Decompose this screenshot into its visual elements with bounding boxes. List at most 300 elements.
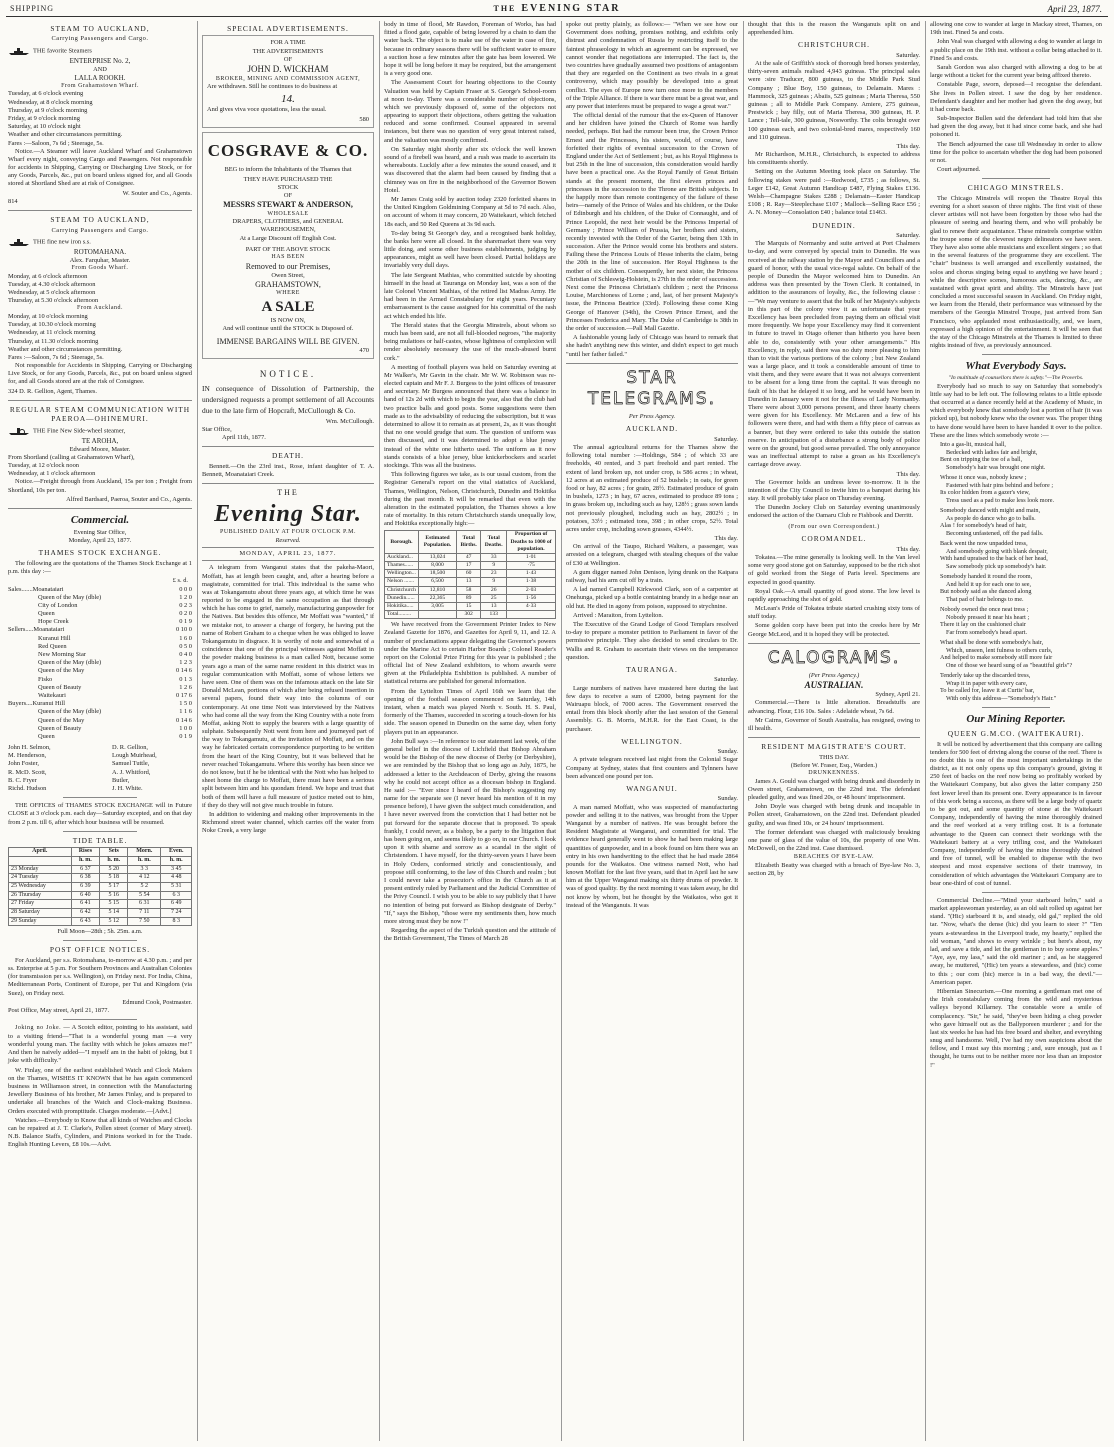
tide-cell: 6 37	[71, 865, 100, 874]
dateline-day: This day.	[896, 545, 920, 553]
poem	[930, 441, 1102, 703]
poem-line: Somebody's hair was brought one night.	[946, 464, 1046, 472]
paragraph: The Bench adjourned the case till Wednesday in order to allow time for the police to ascertain whether the dog had been poisoned or not.	[930, 140, 1102, 164]
paragraph: Watches.—Everybody to Know that all kinds of Watches and Clocks can be repaired at J. T. Clarke's, Pollen street (corner of Mary street). N.B. Balance Staffs, Cylinders, and Pinions worked in for the Trade. English Hunting Levers, £8 10s.—Advt.	[8, 1116, 192, 1149]
paragraph: The Chicago Minstrels will reopen the Theatre Royal this evening for a short season of three nights. The first visit of these clever artistes will not have been forgotten by those who had the pleasure of seeing and hearing them, and who will probably be glad to renew their acquaintance. These minstrels comprise within the troupe some of the cleverest negro delineators we have seen. They have also some able musicians and excellent singers ; so that in the several features of the programme they are excellent. The "chair" business is well arranged and excellently sustained, the solos and chorus singing being equal to anything we have heard ; while the descriptive scenes, humorous acts, dancing, &c., are sustained with great spirit and ability. The Minstrels have just concluded a most successful season in Auckland. On Friday night, we learn from the Herald, their performance was witnessed by the members of the Georgia Minstrel Troupe, just arrived from San Francisco, who applauded most enthusiastically, and, we learn, expressed a high opinion of the entertainment. It will be seen that the stay of the Chicago Minstrels at the Thames is limited to three nights instead of five, as previously announced.	[930, 194, 1102, 350]
poem-line: Which, unseen, lent fulness to others curls,	[946, 646, 1053, 654]
masthead-date: MONDAY, APRIL 23, 1877.	[239, 550, 337, 558]
tide-cell: 24 Tuesday	[9, 874, 72, 883]
broker-name: A. J. Whitford,	[112, 768, 151, 776]
ad-line: HAS BEEN	[271, 254, 305, 261]
tide-cell: 5 31	[161, 882, 192, 891]
vital-cell: 13	[481, 602, 507, 610]
ship-name: ROTOMAHANA.	[73, 247, 127, 256]
poem-line: Far from somebody's head apart.	[946, 629, 1028, 637]
court-day: THIS DAY.	[819, 753, 849, 761]
ad-line: DRAPERS, CLOTHIERS, and GENERAL WAREHOUSEMEN,	[232, 218, 344, 234]
stock-row	[8, 643, 192, 651]
masthead-the: THE	[277, 488, 299, 498]
paragraph: Everybody had so much to say on Saturday that somebody's little say had to be left out. The following relates to a little episode that occurred at a dance recently held at the Academy of Music, in which everybody knew that somebody lost a portion of hair (it was picked up), but nobody knew who the owner was. The proper thing to have done would have been to have handed it over to the police. These are the lines which somebody wrote :—	[930, 382, 1102, 439]
ad-name: COSGRAVE & CO.	[207, 140, 369, 160]
tide-cell: 3 3	[128, 865, 161, 874]
ad-line: THEY HAVE PURCHASED THE	[243, 175, 333, 183]
paragraph: It will be noticed by advertisement that this company are calling tenders for 500 feet of driving along the course of the reef. There is no doubt this is one of the most important undertakings in the district, as it not only opens up this company's ground, giving it 250 feet of backs on the reef now being so profitably worked by the Waitekauri Company, but also gives the latter company 250 feet lower level than its present one. Every appearance is in favour of this work being a success, as there will be a large body of quartz to be got out, and some quantity of stone at the Waitekauri Company, independently of having the mine thoroughly drained and the reef worked at a very trifling cost. It is a fortunate advantage to the Queen can connect their workings with the Waitekauri battery at a very trifling cost, and the Waitekauri Company, independently of having the mine thoroughly drained and free of tunnel, will be enabled to dispense with the two steepest and most expensive sections of their tramway, in consideration of which advantages the Waitekauri Company are to bear one-third of cost of tunnel.	[930, 740, 1103, 887]
dateline: CHRISTCHURCH.	[798, 40, 870, 50]
ad-fares: Fares :—Saloon, 7s 6d ; Steerage, 5s.	[8, 353, 104, 361]
vital-cell: 9	[481, 578, 507, 586]
chicago-heading: CHICAGO MINSTRELS.	[967, 183, 1065, 193]
stock-name: Queen	[38, 732, 55, 740]
paragraph: Court adjourned.	[937, 166, 981, 174]
stock-row	[8, 651, 192, 659]
vital-cell: Nelson .......	[385, 578, 419, 586]
poem-line: There it lay on the cushioned chair	[940, 621, 1026, 629]
tide-cell: 5 15	[100, 900, 128, 909]
notice-date: April 11th, 1877.	[222, 434, 266, 442]
exchange-notice: THE OFFICES of THAMES STOCK EXCHANGE will in Future CLOSE at 3 o'clock p.m. each day—Saturday excepted, and on that day from 2 p.m. till 6, after which hour business will be resumed.	[8, 802, 192, 826]
vital-cell: 13	[457, 578, 481, 586]
epigraph: "In multitude of counsellors there is safety."—The Proverbs.	[948, 375, 1084, 382]
ship-master: Edward Moore, Master.	[69, 445, 131, 453]
paragraph: A meeting of football players was held on Saturday evening at Mr Walker's, Mr Gavin in the chair. Mr W. W. Robinson was re-elected captain and Mr F. J. Burgess to the joint offices of treasurer and secretary. Mr Burgess announced that there was a balance in hand of 12s 2d with which to begin the year, also that the club had two practice balls and good posts. Some suggestions were then made as to the advisability of reducing the subscription, but it was determined to allow it to remain as at present, 2s, as it was thought that no one would grudge that sum. The question of uniform was then discussed, and it was determined to adopt a blue jersey instead of the white one hitherto used. The uniform as it now stands consists of a blue jersey, blue knickerbockers and scarlet stockings. This was all the business.	[384, 363, 556, 469]
telegrams-subheading: Per Press Agency.	[628, 413, 676, 421]
paragraph: The annual agricultural returns for the Thames show the following total number :—Holdings, 584 ; of which 33 are freeholds, 40 rented, and 3 part freehold and part rented. The extent of land broken up, not under crop, is 586 acres ; in wheat, 12 acres at an estimated produce of 52 bushels ; in oats, for green food or hay, 82 acres ; for grain, 28½. Estimated produce of grain in bushels, 1273 ; in hay, 67 acres, estimated to produce 89 tons ; in grass broken up, including such as hay, 128½ ; grass sown lands not previously ploughed, including such as hay, 2802½ ; in potatoes, 33½ ; estimated tons, 398 ; in other crops, 52½. Total acres under crop, including sown grasses, 4344½.	[566, 444, 738, 533]
divider	[982, 892, 1051, 893]
tide-cell: 5 20	[100, 865, 128, 874]
paragraph: McLean's Pride of Tokatea tribute started crushing sixty tons of stuff today.	[748, 605, 920, 621]
ad-title: STEAM TO AUCKLAND,	[50, 24, 150, 33]
ad-notice: Notice.—A Steamer will leave Auckland Wharf and Grahamstown Wharf every night, conveying Cargo and Passengers. Not responsible for accidents in Shipping, Carrying or Discharging Live Stock, or for any Goods, Parcels, &c., put on board unless signed for, and all Goods stored at Shortland Shed are at risk of Consignee.	[8, 147, 192, 188]
dateline-day: Sydney, April 21.	[875, 691, 920, 699]
stock-name: Sales.......Moanataiari	[8, 585, 64, 593]
paragraph: On arrival of the Taupo, Richard Walters, a passenger, was arrested on a telegram, charged with stealing cheques of the value of £30 at Wellington.	[566, 543, 738, 567]
ad-line: STOCK	[277, 183, 299, 191]
stock-price: 0 2 0	[179, 610, 192, 618]
commercial-heading: Commercial.	[70, 514, 130, 527]
paragraph: This following figures we take, as is our usual custom, from the Registrar General's report on the vital statistics of Auckland, Thames, Wellington, Nelson, Christchurch, Dunedin and Hokitika during the past month. It will be remarked that even with the alteration in the estimated population, the Thames shows a low rate of mortality. In this return Christchurch stands unequally low, and Hokitika exceptionally high:—	[384, 471, 556, 528]
paragraph: John Veal was charged with allowing a dog to wander at large in a public place on the 19th inst. without a collar being attached to it. Fined 5s and costs.	[930, 38, 1102, 62]
ad-signature: 324 D. R. Gellion, Agent, Thames.	[8, 387, 97, 395]
tide-cell: 29 Sunday	[9, 917, 72, 926]
tide-cell: 4 48	[161, 874, 192, 883]
paragraph: The former defendant was charged with maliciously breaking one pane of glass of the value of 10s, the property of one Wm. McDowell, on the 22nd inst. Case dismissed.	[748, 828, 920, 853]
tide-header-cell: h. m.	[71, 856, 100, 865]
tide-cell: 6 49	[161, 900, 192, 909]
tide-row	[9, 874, 192, 883]
australian-heading: AUSTRALIAN.	[804, 679, 864, 690]
paragraph: Hibernian Sinecurism.—One morning a gentleman met one of the Irish constabulary coming from the wild and mysterious valleys beyond Killarney. The constable wore a smile of complacency. "Sir," he said, "they've been hiding a cheg powder who gave himself out as the Ballyporeen murderer ; and for the last six weeks he has had his free board and shelter, and everything snug and handsome. Well, I've had my own suspicions about the fellow, and I must say this morning ; and, sure enough, just as I thought, he turns out to be neither more nor less than an impostor !"	[930, 987, 1102, 1069]
ad-line: THE Fine New Side-wheel steamer,	[33, 427, 126, 435]
ad-text: Are withdrawn. Still he continues to do business at	[207, 83, 338, 91]
paragraph: Arrived : Maraiton, from Lyttelton.	[573, 611, 664, 619]
sailing-time: Monday, at 6 o'clock afternoon	[8, 272, 88, 280]
vital-cell: Wellington...	[385, 570, 419, 578]
sailing-time: Friday, at 9 o'clock morning	[8, 114, 80, 122]
dateline: DUNEDIN.	[812, 220, 856, 230]
dateline-day: This day.	[896, 470, 920, 478]
dateline-day: Saturday.	[714, 435, 738, 443]
paragraph: John Doyle was charged with being drunk and incapable in Pollen street, Grahamstown, on the 22nd inst. Defendant pleaded guilty, and was fined 10s, or 24 hours' imprisonment.	[748, 803, 920, 827]
stock-row	[8, 602, 192, 610]
ad-subtitle: Carrying Passengers and Cargo.	[51, 226, 149, 234]
post-text: For Auckland, per s.s. Rotomahana, to-morrow at 4.30 p.m. ; and per ss. Enterprise at 5 p.m. For Southern Provinces and Australian Colonies (for transmission per s.s. Wellington), on Friday next. For India, China, Mediterranean Ports, Continent of Europe, per Tui and Kingdom (via Suez), on Friday next.	[8, 956, 192, 997]
paragraph: Large numbers of natives have mustered here during the last few days to receive a sum of £2000, being payment for the Wairuapu block, of 7000 acres. The Government reserved the entail from this block shortly after the last session of the General Assembly. G. B. Morris, M.H.R. for the East Coast, is the purchaser.	[566, 684, 738, 733]
stock-price: 1 2 0	[179, 593, 192, 601]
broker-name: B. C. Fryer	[8, 776, 37, 784]
masthead-reserved: Reserved.	[275, 536, 301, 544]
poem-line: Saw somebody pick up somebody's hair.	[946, 563, 1047, 571]
tide-cell: 6 39	[71, 882, 100, 891]
tide-header-cell: Rises	[71, 848, 100, 857]
sailing-time: Wednesday, at 11 o'clock morning	[8, 329, 96, 337]
paragraph: A lad named Campbell Kirkwood Clark, son of a carpenter at Onehunga, picked up a bottle containing brandy in a hedge near an old hut. He died in agony from poison, supposed to strychnine.	[566, 586, 738, 610]
paragraph: body in time of flood, Mr Rawdon, Foreman of Works, has had fitted a flood gate, capable of being lowered by a chain to dam the water back. The object is to make use of the water in case of fire, because in ordinary seasons there will be sufficient water to ensure a suction hose a few minutes after the gate has been lowered. We hope it will be long before it may be required, but the arrangement is a very good one.	[384, 21, 556, 78]
poem-line: And somebody going with blank despair,	[946, 547, 1048, 555]
ad-line: WHOLESALE	[267, 210, 309, 217]
calograms-heading: CALOGRAMS.	[767, 647, 901, 668]
divider	[63, 831, 137, 832]
vital-cell: Dunedin......	[385, 594, 419, 602]
paragraph: The Governor holds an undress levee to-morrow. It is the intention of the City Council to invite him to a banquet during his stay. It will probably take place on Thursday evening.	[748, 478, 920, 503]
broker-row	[8, 777, 192, 785]
dateline: WANGANUI.	[626, 783, 678, 793]
tide-cell: 6 42	[71, 908, 100, 917]
vital-cell: 89	[457, 594, 481, 602]
ad-text: BEG to inform the Inhabitants of the Thames that	[224, 165, 352, 173]
tide-cell: 3 45	[161, 865, 192, 874]
paragraph: From the Lyttelton Times of April 16th we learn that the opening of the football season commenced on Saturday, 14th instant, when a match was played North v. South. H. S. Paul, formerly of the Thames, succeeded in scoring a touch-down for his side. The season opened in Dunedin on the same day, when forty players put in an appearance.	[384, 687, 556, 736]
vital-cell: 1·43	[507, 570, 556, 578]
paragraph: The Dunedin Jockey Club on Saturday evening unanimously endorsed the action of the Oamaru Club re Fishbook and Derritt.	[748, 504, 920, 520]
poem-line: That pad of hair belongs to me.	[946, 596, 1024, 604]
divider	[202, 560, 374, 561]
dateline-day: This day.	[714, 535, 738, 543]
divider	[982, 707, 1051, 708]
stock-price: 1 1 6	[179, 708, 192, 716]
sailing-time: Thursday, at 9 o'clock morning	[8, 106, 88, 114]
stock-price: 1 2 6	[179, 683, 192, 691]
stock-price: 0 0 0	[179, 585, 192, 593]
poem-line: Fastened with hair pins behind and before ;	[946, 481, 1054, 489]
stock-name: Buyers....Kuranui Hill	[8, 700, 65, 708]
vital-cell: Auckland...	[385, 553, 419, 561]
tide-header-row	[9, 848, 192, 857]
ad-line: OF	[283, 192, 293, 200]
vital-row	[385, 602, 556, 610]
vital-cell: 17	[457, 562, 481, 570]
divider	[63, 940, 137, 941]
vital-cell: ·75	[507, 562, 556, 570]
paragraph: Commercial Decline.—"Mind your starboard helm," said a market appleswoman yesterday, as an old salt rolled up against her stand. "(Hic) starboard it is, and steady, old gal," replied the old tar. "Now, what's the dense (hic) did you learn to steer ?" "Ten years a-stewardess in the Liverpool trade, my hearty," replied the old woman, "and shows to every wrinkle ; but here's about, my lad, and save a tide, and let the gentleman in to buy some apples." "Aye, aye, my lass," said the old mariner ; and, as he staggered away, he muttered, "(Hic) ten years a stewardess, and (hic) come to this ; our com (hic) merce is in a bad way, the devil."—American paper.	[930, 896, 1102, 986]
ad-times-1	[8, 90, 192, 131]
paragraph: In addition to widening and making other improvements in the Richmond street water channel, which carries off the water from Noke Creek, a very large	[202, 810, 374, 835]
steamer-icon	[8, 237, 30, 247]
vital-header-cell: Total Deaths.	[481, 531, 507, 553]
vital-cell: 58	[457, 586, 481, 594]
vital-row	[385, 578, 556, 586]
tide-cell: 6 38	[71, 874, 100, 883]
tide-cell: 25 Wednesday	[9, 882, 72, 891]
vital-cell: 9	[481, 562, 507, 570]
ad-line: Removed to our Premises,	[245, 261, 331, 271]
paragraph: allowing one cow to wander at large in Mackay street, Thames, on 19th inst. Fined 5s and costs.	[930, 21, 1102, 37]
stock-price: 1 5 0	[179, 700, 192, 708]
ad-title: STEAM TO AUCKLAND,	[50, 215, 150, 225]
stock-row	[8, 692, 192, 700]
notice-text: IN consequence of Dissolution of Partnership, the undersigned requests a prompt settlement of all Accounts due to the late firm of Hopcraft, McCullough & Co.	[202, 383, 374, 416]
stock-row	[8, 717, 192, 725]
vital-cell: 18,500	[418, 570, 456, 578]
vital-cell: 15	[457, 602, 481, 610]
vital-header-cell: Total Births.	[457, 531, 481, 553]
paragraph: Royal Oak.—A small quantity of good stone. The low level is rapidly approaching the shot of gold.	[748, 587, 920, 603]
vital-header-cell: Estimated Population.	[418, 531, 456, 553]
poem-line: Nobody pressed it near his heart ;	[946, 613, 1030, 621]
broker-name: Lough Muirhead,	[112, 752, 157, 760]
ad-name: JOHN D. WICKHAM	[247, 64, 329, 75]
death-heading: DEATH.	[271, 451, 305, 461]
poem-line: Somebody handed it round the room,	[940, 572, 1033, 580]
vital-total-row	[385, 611, 556, 619]
paragraph: Setting on the Autumn Meeting took place on Saturday. The following stakes were paid :—Redwood, £735 ; as follows, St. Leger £142, Great Autumn Handicap £487, Flying Stakes £136. Welsh—Champagne Stakes £288 ; Delamain—Easter Handicap £108 ; R. Ray—Steeplechase £107 ; Mallock—Selling Race £56 ; A. N. Money—Consolation £40 ; balance total £1463.	[748, 168, 920, 217]
tide-title: TIDE TABLE.	[72, 835, 128, 845]
stock-price: 0 4 0	[179, 651, 192, 658]
paragraph-lead: Joking no Joke.	[15, 1025, 62, 1032]
tide-cell: 5 17	[100, 882, 128, 891]
stock-name: Sellers.....Moanataiari	[8, 626, 65, 634]
divider	[8, 210, 192, 211]
stock-row	[8, 659, 192, 667]
poem-line: One of those we heard sung of as "beautiful girls"?	[946, 662, 1073, 670]
paragraph: The Executive of the Grand Lodge of Good Templars resolved to-day to prepare a monster petition to Parliament in favor of the permissive principle. They also decided to send circulars to Dr. Wallis and R. Graham to ascertain their views on the temperance question.	[566, 620, 738, 661]
vital-row	[385, 586, 556, 594]
vital-row	[385, 594, 556, 602]
broker-row	[8, 760, 192, 768]
divider	[566, 363, 738, 364]
ad-title: REGULAR STEAM COMMUNICATION WITH PAEROA—OHINEMURI.	[9, 404, 191, 424]
ad-fares: Fares :—Saloon, 7s 6d ; Steerage, 5s.	[8, 139, 104, 147]
poem-line: With only this address—"Somebody's Hair."	[946, 695, 1057, 703]
ad-line: WHERE	[276, 290, 300, 297]
ad-note: Weather and other circumstances permitting.	[8, 345, 123, 353]
stock-price: 0 2 3	[179, 601, 192, 609]
vital-cell: 2·03	[507, 586, 556, 594]
poem-line: With hand upraised to the back of her head,	[940, 555, 1048, 563]
mining-heading: Our Mining Reporter.	[966, 712, 1066, 725]
broker-name: D. R. Gellion,	[112, 744, 149, 752]
stock-row	[8, 733, 192, 741]
divider	[982, 178, 1051, 179]
stock-quotations	[8, 586, 192, 742]
column-2	[198, 21, 378, 1443]
vital-cell: 47	[457, 553, 481, 561]
stock-row	[8, 610, 192, 618]
ad-line: IS NOW ON,	[270, 317, 306, 325]
tide-cell: 5 54	[128, 891, 161, 900]
vital-cell: 8,000	[418, 562, 456, 570]
tide-row	[9, 891, 192, 900]
stock-price: 1 2 3	[179, 659, 192, 667]
tide-cell: 28 Saturday	[9, 908, 72, 917]
sailing-time: Wednesday, at 1 o'clock afternoon	[8, 470, 96, 478]
tide-header-cell: h. m.	[161, 856, 192, 865]
tide-moon: Full Moon—28th ; 5h. 25m. a.m.	[57, 928, 143, 936]
vital-row	[385, 570, 556, 578]
court-before: (Before W. Fraser, Esq., Warden.)	[790, 761, 878, 769]
paragraph: Mr Cairns, Governor of South Australia, has resigned, owing to ill health.	[748, 716, 920, 733]
ad-line: PART OF THE ABOVE STOCK	[245, 245, 331, 253]
stock-price: 1 6 0	[179, 634, 192, 642]
sailing-time: Monday, at 10 o'clock morning	[8, 312, 88, 320]
vital-cell: Total.........	[385, 611, 419, 619]
tide-header-cell: h. m.	[128, 856, 161, 865]
stock-price: 0 1 3	[179, 675, 192, 683]
paragraph: Sarah Gordon was also charged with allowing a dog to be at large without a ticket for the current year being affixed thereto.	[930, 63, 1102, 80]
column-1	[4, 21, 196, 1443]
stock-name: Kuranui Hill	[38, 634, 71, 642]
poem-line: Becoming unfastened, off the pad falls.	[946, 530, 1044, 538]
ship-name: LALLA ROOKH.	[74, 73, 126, 82]
tide-cell: 5 14	[100, 908, 128, 917]
dateline-day: Sunday.	[717, 795, 738, 803]
post-title: POST OFFICE NOTICES.	[49, 945, 151, 955]
page-section-label: SHIPPING	[10, 4, 55, 13]
lead-article: A telegram from Wanganui states that the pakeha-Maori, Moffatt, has at length been caught, and, after a hearing before a magistrate, committed for trial. This individual is the same who was at Tokangamutu about three years ago, at which time he was reported to be engaged in the same occupation as that through which he has come to grief, namely, manufacturing gunpowder for the Natives. But besides this offence, Mr Moffatt was "wanted," if we mistake not, to answer a charge of forgery, he having put the name of Robert Graham to a cheque when he was obliged to leave Tokangamutu in disgrace. It is worthy of note and somewhat of a coincidence that one of the principal witnesses against Moffatt in the powder making business is a man called Nott, because some years ago a man of the same name resident in this district was in regular communication with Moffatt, some of whose letters we have seen. One of them was on the infamous attack on the late Sir Donald McLean, portions of which after being refused insertion in several papers, found their way into the columns of our contemporary. At one time Nott was interviewed by the Natives who had come all the way from the King Country with a note from Moffat, asking Nott to supply the bearers with a large quantity of sulphate. Subsequently Nott went from here and journeyed part of the way to Tokangamutu, at the invitation of Moffatt, and on the way he fabricated certain correspondence purporting to be written from the heart of the King Country, but it was believed that he never reached Tokangamutu. Where this worthy has been since we do not know, but if he be identical with the Nott who has helped to sheet home the charge to Moffatt, there must have been a serious split between him and his quondam friend. We hope and trust that both of them will have a full measure of justice meted out to him, if they do they will not give much trouble in future.	[202, 564, 374, 809]
vital-cell: 25	[481, 594, 507, 602]
tide-header-cell: h. m.	[100, 856, 128, 865]
tide-cell: 4 12	[128, 874, 161, 883]
departure-label: From Shortland (calling at Grahamstown Wharf),	[8, 453, 135, 461]
ad-signature: Alfred Bardsard, Paeroa, Souter and Co., Agents.	[66, 495, 192, 503]
running-head-title: EVENING STAR	[521, 3, 621, 14]
vital-body	[385, 553, 556, 618]
paragraph: At the sale of Griffith's stock of thorough bred horses yesterday, thirty-seven animals realised 4,943 guineas. The principal sales were :sire Traducer, 800 guineas, to the Middle Park Stud Company ; Blue Boy, 150 guineas, to Delamain. Mares : Hammock, 325 guineas ; Abaiis, 525 guineas ; Maria Theresa, 550 guineas ; all to Middle Park Company. Amiere, 275 guineas, Prestwick ; bay filly, out of Maria Theresa, 300 guineas, H. P. Lance ; Tell-tale, 300 guineas, Nosworthy. The colts brought over 100 guineas each, and two colonial-bred mares, respectively 160 and 110 guineas.	[748, 60, 920, 141]
stock-price: 1 0 0	[179, 724, 192, 732]
stock-row	[8, 626, 192, 634]
ad-notice: Not responsible for Accidents in Shipping, Carrying or Discharging Live Stock, or for any Goods, Parcels, &c., put on board unless signed for, and all Goods stored are at the risk of Consignee.	[8, 362, 192, 386]
vital-cell: 6,500	[418, 578, 456, 586]
court-heading: RESIDENT MAGISTRATE'S COURT.	[761, 742, 907, 752]
poem-line: Into a gas-lit, musical hall,	[940, 440, 1006, 448]
broker-name: M. Henderson,	[8, 752, 47, 760]
paragraph: Some golden corp have been put into the creeks here by Mr George McLeod, and it is hoped they will be protected.	[748, 622, 920, 638]
tide-row	[9, 865, 192, 874]
tide-header-cell: April.	[9, 848, 72, 857]
ad-line: GRAHAMSTOWN,	[255, 280, 321, 290]
masthead-pub: PUBLISHED DAILY AT FOUR O'CLOCK P.M.	[220, 529, 356, 536]
broker-name: John Foster,	[8, 760, 39, 768]
paragraph: A man named Moffatt, who was suspected of manufacturing powder and selling it to the natives, was brought from the Upper Wanganui by a number of natives. He was brought before the Resident Magistrate at Wanganui, and committed for trial. The evidence heard generally went to show he had been making large quantities of gunpowder, and in a book found on him there was an entry in his own handwriting to the effect that he had made 2864 pounds for the Waikatos. One witness named Nott, who had known Moffatt for the last five years, said that in April last he saw him at the Upper Wanganui making six thirty drums of powder. It was of good quality. By the next morning it was taken away, he did not know by whom, but he thought by the Waikatos, who got it instead of the Wanganuis. It was	[566, 803, 738, 909]
ad-line: MESSRS STEWART & ANDERSON,	[223, 200, 353, 210]
stock-row	[8, 618, 192, 626]
running-head-the: THE	[493, 4, 517, 13]
vital-header-row	[385, 531, 556, 553]
stock-row	[8, 700, 192, 708]
stock-name: City of London	[38, 601, 78, 609]
stock-name: Queen of the May	[38, 667, 85, 675]
stock-name: Hope Creek	[38, 618, 69, 626]
poem-line: And helped to make somebody still more fair	[940, 654, 1053, 662]
column-3	[380, 21, 560, 1443]
ad-line: IMMENSE BARGAINS WILL BE GIVEN.	[216, 336, 360, 346]
stock-price: 0 14 6	[176, 716, 192, 724]
column-6	[926, 21, 1106, 1443]
paragraph: The official denial of the rumour that the ex-Queen of Hanover and her children have joined the Church of Rome was hardly needed, perhaps. But had the rumour been true, the Crown Prince Ernest and the Princesses, his sisters, would, of course, have forfeited their rights of eventual succession to the Crown of England under the Act of Settlement ; but, as his Royal Highness is but 25th in the line of succession, this consideration would hardly have been a practical one. As the Royal Family of Great Britain stands at the present moment, the first eleven princes and princesses in the succession to the Throne are British subjects. In the happily more than remote contingency of the failure of these heirs—namely of the Prince of Wales and his children, or the Duke of Edinburgh and his children, of the Duke of Connaught, and of Prince Leopold, the next heir would be the Princess Imperial of Germany ; Prince William of Prussia, her brothers and sisters, recently invested with the Order of the Garter, being then 13th in succession. After the Prince would come his brothers and sisters. Failing these the Princess Louis of Hesse inherits the claim, being the 20th in the line of succession. Her Royal Highness is the mother of six children. Consequently, her next sister, the Princess Christian of Schleswig-Holstein, is 27th in the order of succession. Next come the Princess Christian's children ; next the Princess Louise, Marchioness of Lorne ; and, last, of her present Majesty's issue, the Princess Beatrice (33rd). Following these come King George of Hanover (34th), the Crown Prince Ernest, and the Princesses Frederica and Mary. The Duke of Cambridge is 38th in the order of succession.—Pall Mall Gazette.	[566, 112, 738, 332]
tide-cell: 6 43	[71, 917, 100, 926]
tide-cell: 6 40	[71, 891, 100, 900]
sailing-time: Wednesday, at 8 o'clock morning	[8, 98, 93, 106]
sailing-time: Thursday, at 11.30 o'clock morning	[8, 337, 99, 345]
ad-number: 814	[8, 197, 18, 205]
ad-note: Weather and other circumstances permitting.	[8, 131, 123, 139]
masthead	[202, 488, 374, 561]
vital-cell	[507, 611, 556, 619]
vital-cell: 22,365	[418, 594, 456, 602]
poem-line: Bent on tripping the toe of a ball,	[940, 456, 1023, 464]
poem-line: But nobody said as she danced along	[940, 588, 1032, 596]
broker-name: R. McD. Scott,	[8, 768, 47, 776]
stock-name: Queen of the May (dble)	[38, 593, 102, 601]
stock-row	[8, 635, 192, 643]
vital-cell: 12,810	[418, 586, 456, 594]
vital-statistics-table	[384, 530, 556, 619]
tide-cell: 6 31	[128, 900, 161, 909]
section-heading: SPECIAL ADVERTISEMENTS.	[227, 24, 349, 33]
divider	[748, 643, 920, 644]
ad-number: 580	[359, 115, 369, 123]
divider	[8, 400, 192, 401]
tide-cell: 23 Monday	[9, 865, 72, 874]
divider	[202, 483, 374, 484]
tide-body	[9, 865, 192, 926]
tide-header-cell	[9, 856, 72, 865]
paragraph: spoke out pretty plainly, as follows:— "When we see how our Government does nothing, promises nothing, and exhibits only distrust and condemnation of Russia by restricting itself to the faintest phraseology in which an agreement can be expressed, we cannot wonder that negotiations are interrupted. The fact is, the two countries have gradually assumed two positions of antagonism that they are regarded on the Continent as two rivals in a great controversy, which may possibly be developed into a great conflict. The eyes of Europe now turn once more to the members of the Triple Alliance. If there is war there must be a great war, and any power that interferes must be prepared to wage a great war."	[566, 21, 738, 110]
dateline-day: Sunday.	[717, 748, 738, 756]
vital-row	[385, 553, 556, 561]
poem-line: Its color hidden from a gazer's view,	[940, 489, 1030, 497]
office-line: Evening Star Office,	[73, 529, 127, 537]
paragraph: The Assessment Court for hearing objections to the County Valuation was held by Captain Fraser at S. George's School-room at noon to-day. There was a considerable number of objections, which we previously disposed of, some of the objectors not appearing to support their objections, others getting the valuation reduced and some confirmed. Counsel appeared in several instances, but there was no question of very great interest raised, and the valuation was mostly confirmed.	[384, 79, 556, 144]
wickham-advert	[202, 35, 374, 127]
stock-name: New Morning Star	[38, 651, 86, 658]
tide-row	[9, 900, 192, 909]
ad-line: THE ADVERTISEMENTS	[252, 47, 324, 55]
vital-cell: 13,024	[418, 553, 456, 561]
dateline: WELLINGTON.	[621, 736, 683, 746]
stock-name: Queen of Beauty	[38, 724, 82, 732]
vital-cell	[418, 611, 456, 619]
sailing-time: Tuesday, at 4.30 o'clock afternoon	[8, 280, 96, 288]
running-head	[6, 3, 1108, 16]
vital-cell: 26	[481, 586, 507, 594]
ship-name: ENTERPRISE No. 2,	[69, 56, 131, 65]
tide-cell: 5 18	[100, 874, 128, 883]
sailing-time: Thursday, at 5.30 o'clock afternoon	[8, 297, 99, 305]
stock-row	[8, 708, 192, 716]
broker-name: Richd. Hudson	[8, 785, 47, 792]
divider	[748, 737, 920, 738]
broker-list	[8, 744, 192, 793]
departure-label: From Grahamstown Wharf.	[61, 82, 139, 89]
post-date: Post Office, May street, April 21, 1877.	[8, 1007, 110, 1015]
post-signature: Edmund Cook, Postmaster.	[122, 998, 192, 1006]
calograms-subheading: (Per Press Agency.)	[808, 671, 860, 679]
ad-and: AND	[93, 65, 107, 73]
paragraph: The Herald states that the Georgia Minstrels, about whom so much has been said, are not all full-blooded negroes, "the majority being mulattoes or half-castes, whose lightness of complexion will render absolutely necessary the use of the much-abused burnt cork."	[384, 321, 556, 362]
stock-price: 0 14 6	[176, 667, 192, 675]
vital-cell: Hokitika.....	[385, 602, 419, 610]
ship-name: TE AROHA,	[81, 436, 119, 445]
